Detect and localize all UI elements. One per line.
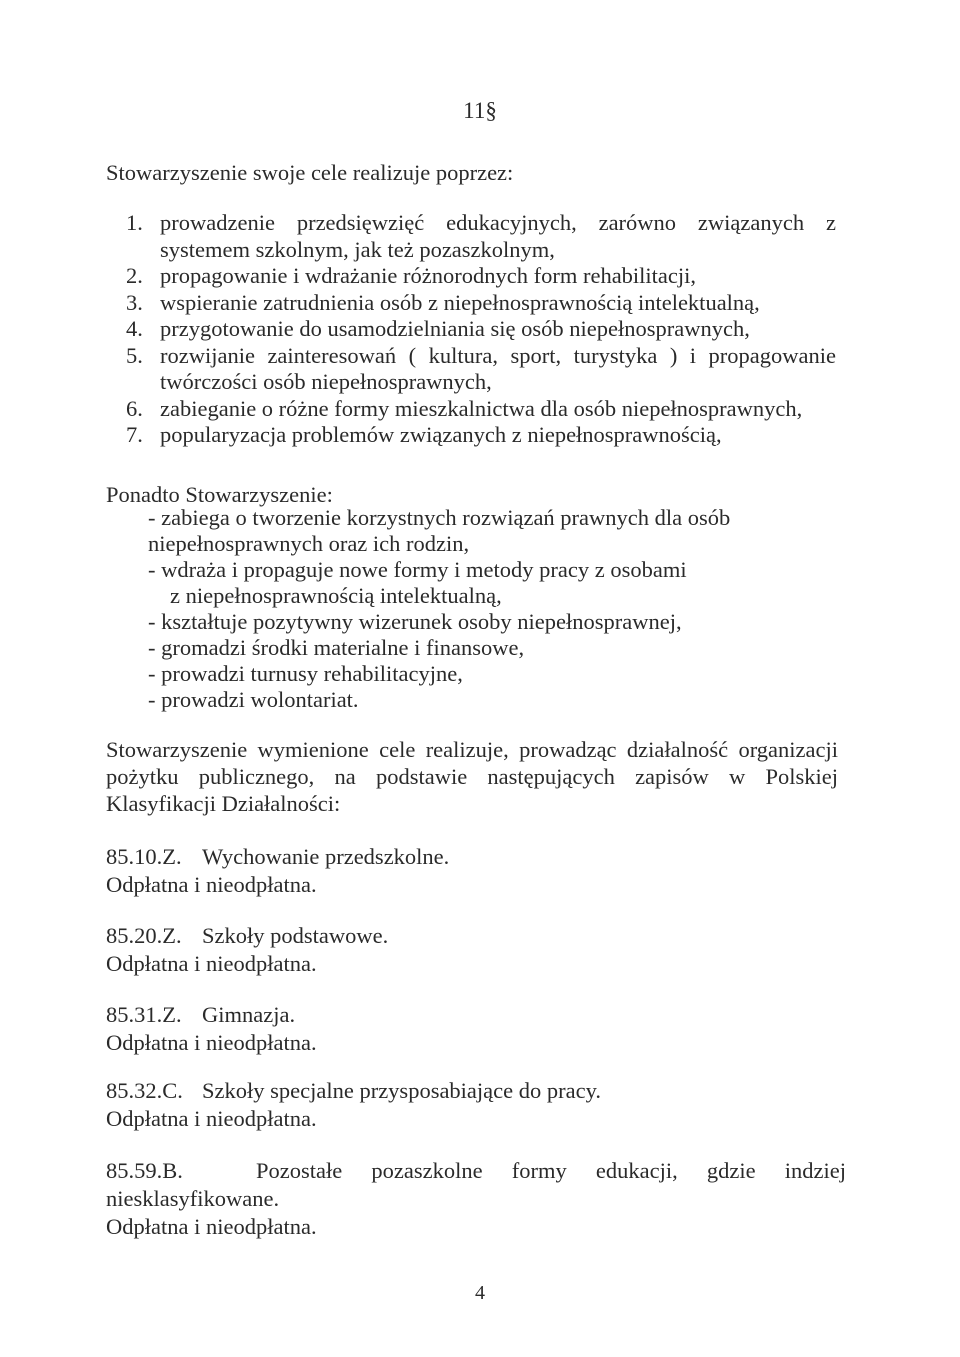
pkd-note: Odpłatna i nieodpłatna. <box>106 951 317 976</box>
list-item <box>126 263 836 290</box>
list-item-text: zabieganie o różne formy mieszkalnictwa dla osób niepełnosprawnych, <box>160 395 803 421</box>
list-item-text: - prowadzi turnusy rehabilitacyjne, <box>148 661 463 686</box>
list-item <box>126 210 836 263</box>
list-item <box>126 396 836 423</box>
pkd-entry <box>106 1077 846 1133</box>
list-item <box>148 635 768 661</box>
list-item-text: - zabiega o tworzenie korzystnych rozwiązań prawnych dla osób <box>148 505 731 530</box>
list-item <box>126 316 836 343</box>
list-item-text: - wdraża i propaguje nowe formy i metody pracy z osobami <box>148 557 687 582</box>
list-number: 3. <box>126 289 143 315</box>
list-item-text: popularyzacja problemów związanych z niepełnosprawnością, <box>160 422 722 447</box>
pkd-name: Gimnazja. <box>202 1002 296 1027</box>
list-item <box>148 609 768 635</box>
pkd-name-continued: niesklasyfikowane. <box>106 1186 280 1211</box>
list-item <box>148 557 768 609</box>
pkd-code: 85.59.B. <box>106 1158 183 1183</box>
list-item <box>126 422 836 449</box>
list-item-text: propagowanie i wdrażanie różnorodnych form rehabilitacji, <box>160 263 697 288</box>
intro-text: Stowarzyszenie swoje cele realizuje poprzez: <box>106 160 514 185</box>
section-mark: 11§ <box>463 98 497 123</box>
ponadto-list <box>148 505 768 713</box>
list-item-text: systemem szkolnym, jak też pozaszkolnym, <box>160 236 555 262</box>
list-number: 1. <box>126 210 143 235</box>
goals-list <box>126 210 836 449</box>
list-item-text: z niepełnosprawnością intelektualną, <box>170 583 502 608</box>
pkd-name: Szkoły specjalne przysposabiające do pracy. <box>202 1078 602 1103</box>
list-item-text: - gromadzi środki materialne i finansowe, <box>148 635 525 660</box>
pkd-entry <box>106 922 846 978</box>
pkd-name: Wychowanie przedszkolne. <box>202 844 450 869</box>
list-item <box>148 661 768 687</box>
list-item-text: - kształtuje pozytywny wizerunek osoby niepełnosprawnej, <box>148 609 682 634</box>
list-number: 7. <box>126 422 143 447</box>
pkd-code: 85.31.Z. <box>106 1002 182 1027</box>
pkd-code: 85.10.Z. <box>106 844 182 869</box>
list-number: 2. <box>126 263 143 288</box>
pkd-note: Odpłatna i nieodpłatna. <box>106 1030 317 1055</box>
page-number: 4 <box>475 1282 485 1304</box>
list-item <box>148 505 768 557</box>
pkd-intro-paragraph <box>106 736 838 817</box>
list-item <box>126 290 836 317</box>
list-item <box>126 343 836 396</box>
list-item-text: niepełnosprawnych oraz ich rodzin, <box>148 531 470 556</box>
paragraph-line: Stowarzyszenie wymienione cele realizuje, prowadząc działalność organizacji <box>106 737 838 762</box>
pkd-entry <box>106 1001 846 1057</box>
list-number: 6. <box>126 395 143 421</box>
paragraph-line: pożytku publicznego, na podstawie następujących zapisów w Polskiej <box>106 764 838 789</box>
pkd-note: Odpłatna i nieodpłatna. <box>106 1106 317 1131</box>
list-item-text: prowadzenie przedsięwzięć edukacyjnych, zarówno związanych z <box>160 210 836 235</box>
list-item-text: rozwijanie zainteresowań ( kultura, sport, turystyka ) i propagowanie <box>160 342 836 368</box>
pkd-code: 85.20.Z. <box>106 923 182 948</box>
pkd-note: Odpłatna i nieodpłatna. <box>106 872 317 897</box>
ponadto-heading: Ponadto Stowarzyszenie: <box>106 482 333 507</box>
list-item-text: twórczości osób niepełnosprawnych, <box>160 369 492 394</box>
pkd-entry <box>106 1157 846 1241</box>
pkd-name: Pozostałe pozaszkolne formy edukacji, gdzie indziej <box>256 1158 846 1183</box>
list-item-text: przygotowanie do usamodzielniania się osób niepełnosprawnych, <box>160 316 750 341</box>
list-item <box>148 687 768 713</box>
list-item-text: wspieranie zatrudnienia osób z niepełnosprawnością intelektualną, <box>160 289 760 315</box>
paragraph-line: Klasyfikacji Działalności: <box>106 791 341 816</box>
pkd-entry <box>106 843 846 899</box>
list-item-text: - prowadzi wolontariat. <box>148 687 359 712</box>
pkd-note: Odpłatna i nieodpłatna. <box>106 1214 317 1239</box>
pkd-code: 85.32.C. <box>106 1078 183 1103</box>
list-number: 4. <box>126 316 143 341</box>
pkd-name: Szkoły podstawowe. <box>202 923 389 948</box>
list-number: 5. <box>126 342 143 368</box>
